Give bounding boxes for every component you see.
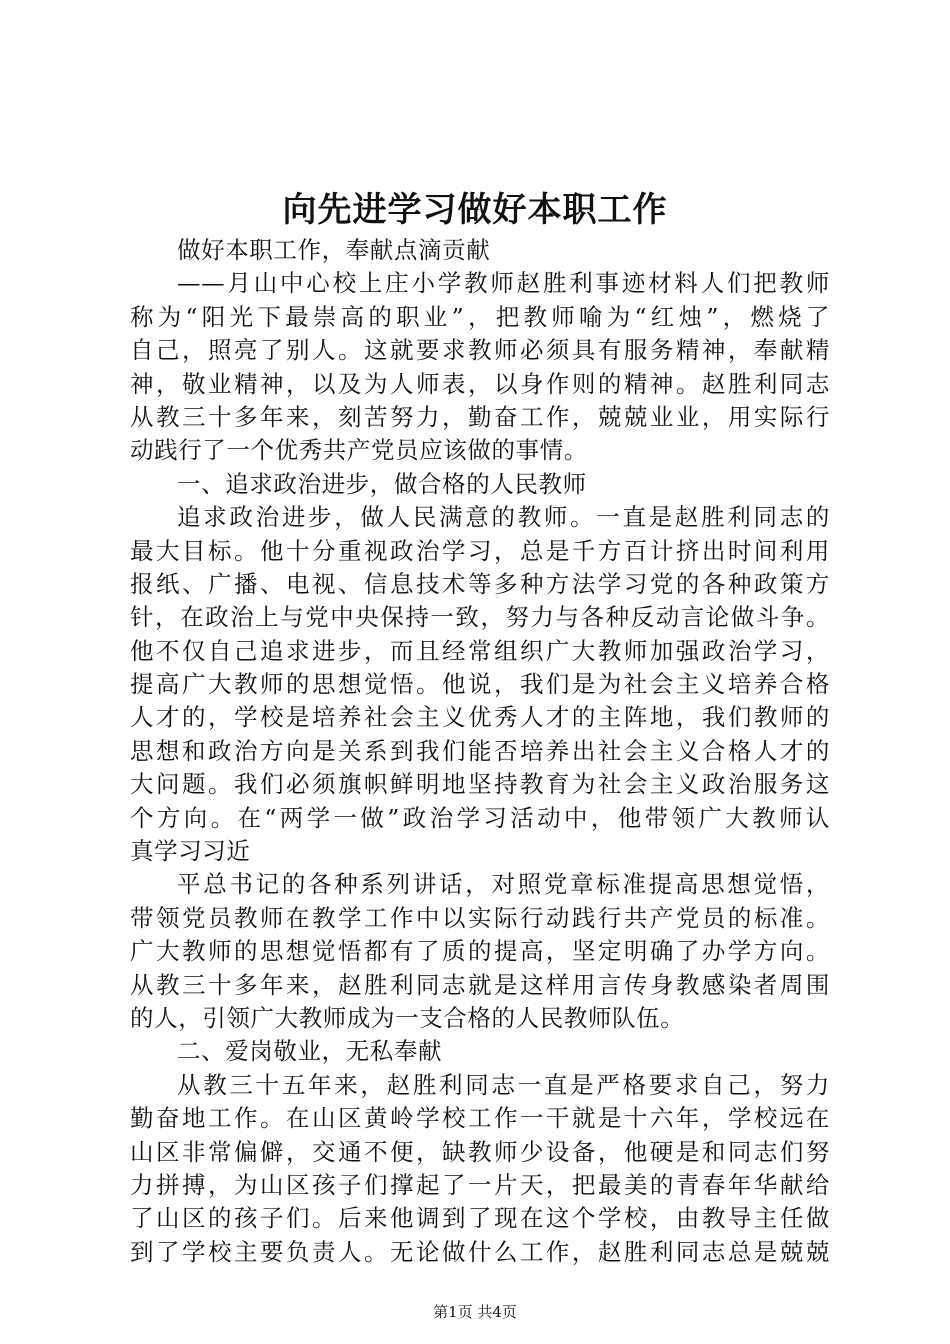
text-line: 个方向。在“两学一做”政治学习活动中，他带领广大教师认: [130, 803, 830, 832]
text-line: 提高广大教师的思想觉悟。他说，我们是为社会主义培养合格: [130, 670, 830, 699]
text-line: 大问题。我们必须旗帜鲜明地坚持教育为社会主义政治服务这: [130, 770, 830, 799]
text-line: 最大目标。他十分重视政治学习，总是千方百计挤出时间利用: [130, 536, 830, 565]
text-line: 称为“阳光下最崇高的职业”，把教师喻为“红烛”，燃烧了: [130, 302, 830, 331]
text-line: 了山区的孩子们。后来他调到了现在这个学校，由教导主任做: [130, 1204, 830, 1233]
text-line: 针，在政治上与党中央保持一致，努力与各种反动言论做斗争。: [130, 603, 830, 632]
text-line: 神，敬业精神，以及为人师表，以身作则的精神。赵胜利同志: [130, 369, 830, 398]
text-line: 从教三十多年来，刻苦努力，勤奋工作，兢兢业业，用实际行: [130, 402, 830, 431]
text-line: 思想和政治方向是关系到我们能否培养出社会主义合格人才的: [130, 736, 830, 765]
text-line: 动践行了一个优秀共产党员应该做的事情。: [130, 436, 588, 465]
text-line: 带领党员教师在教学工作中以实际行动践行共产党员的标准。: [130, 903, 830, 932]
text-line: 从教三十五年来，赵胜利同志一直是严格要求自己，努力: [177, 1070, 830, 1099]
text-line: 广大教师的思想觉悟都有了质的提高，坚定明确了办学方向。: [130, 937, 830, 966]
page-title: 向先进学习做好本职工作: [282, 190, 668, 230]
text-line: 他不仅自己追求进步，而且经常组织广大教师加强政治学习，: [130, 636, 830, 665]
text-line: 做好本职工作，奉献点滴贡献: [177, 236, 491, 264]
text-line: 一、追求政治进步，做合格的人民教师: [177, 469, 587, 498]
text-line: 勤奋地工作。在山区黄岭学校工作一干就是十六年，学校远在: [130, 1104, 830, 1133]
text-line: ——月山中心校上庄小学教师赵胜利事迹材料人们把教师: [177, 269, 830, 298]
text-line: 从教三十多年来，赵胜利同志就是这样用言传身教感染者周围: [130, 970, 830, 999]
document-body: [130, 234, 830, 1269]
text-line: 报纸、广播、电视、信息技术等多种方法学习党的各种政策方: [130, 569, 830, 598]
text-line: 力拼搏，为山区孩子们撑起了一片天，把最美的青春年华献给: [130, 1170, 830, 1199]
text-line: 的人，引领广大教师成为一支合格的人民教师队伍。: [130, 1003, 685, 1032]
text-line: 真学习习近: [130, 837, 251, 866]
text-line: 平总书记的各种系列讲话，对照党章标准提高思想觉悟，: [177, 870, 830, 899]
text-line: 人才的，学校是培养社会主义优秀人才的主阵地，我们教师的: [130, 703, 830, 732]
text-line: 追求政治进步，做人民满意的教师。一直是赵胜利同志的: [177, 503, 830, 532]
text-line: 自己，照亮了别人。这就要求教师必须具有服务精神，奉献精: [130, 336, 830, 365]
page-footer: 第1页 共4页: [433, 1303, 517, 1321]
text-line: 二、爱岗敬业，无私奉献: [177, 1037, 443, 1066]
text-line: 山区非常偏僻，交通不便，缺教师少设备，他硬是和同志们努: [130, 1137, 830, 1166]
text-line: 到了学校主要负责人。无论做什么工作，赵胜利同志总是兢兢: [130, 1237, 830, 1266]
